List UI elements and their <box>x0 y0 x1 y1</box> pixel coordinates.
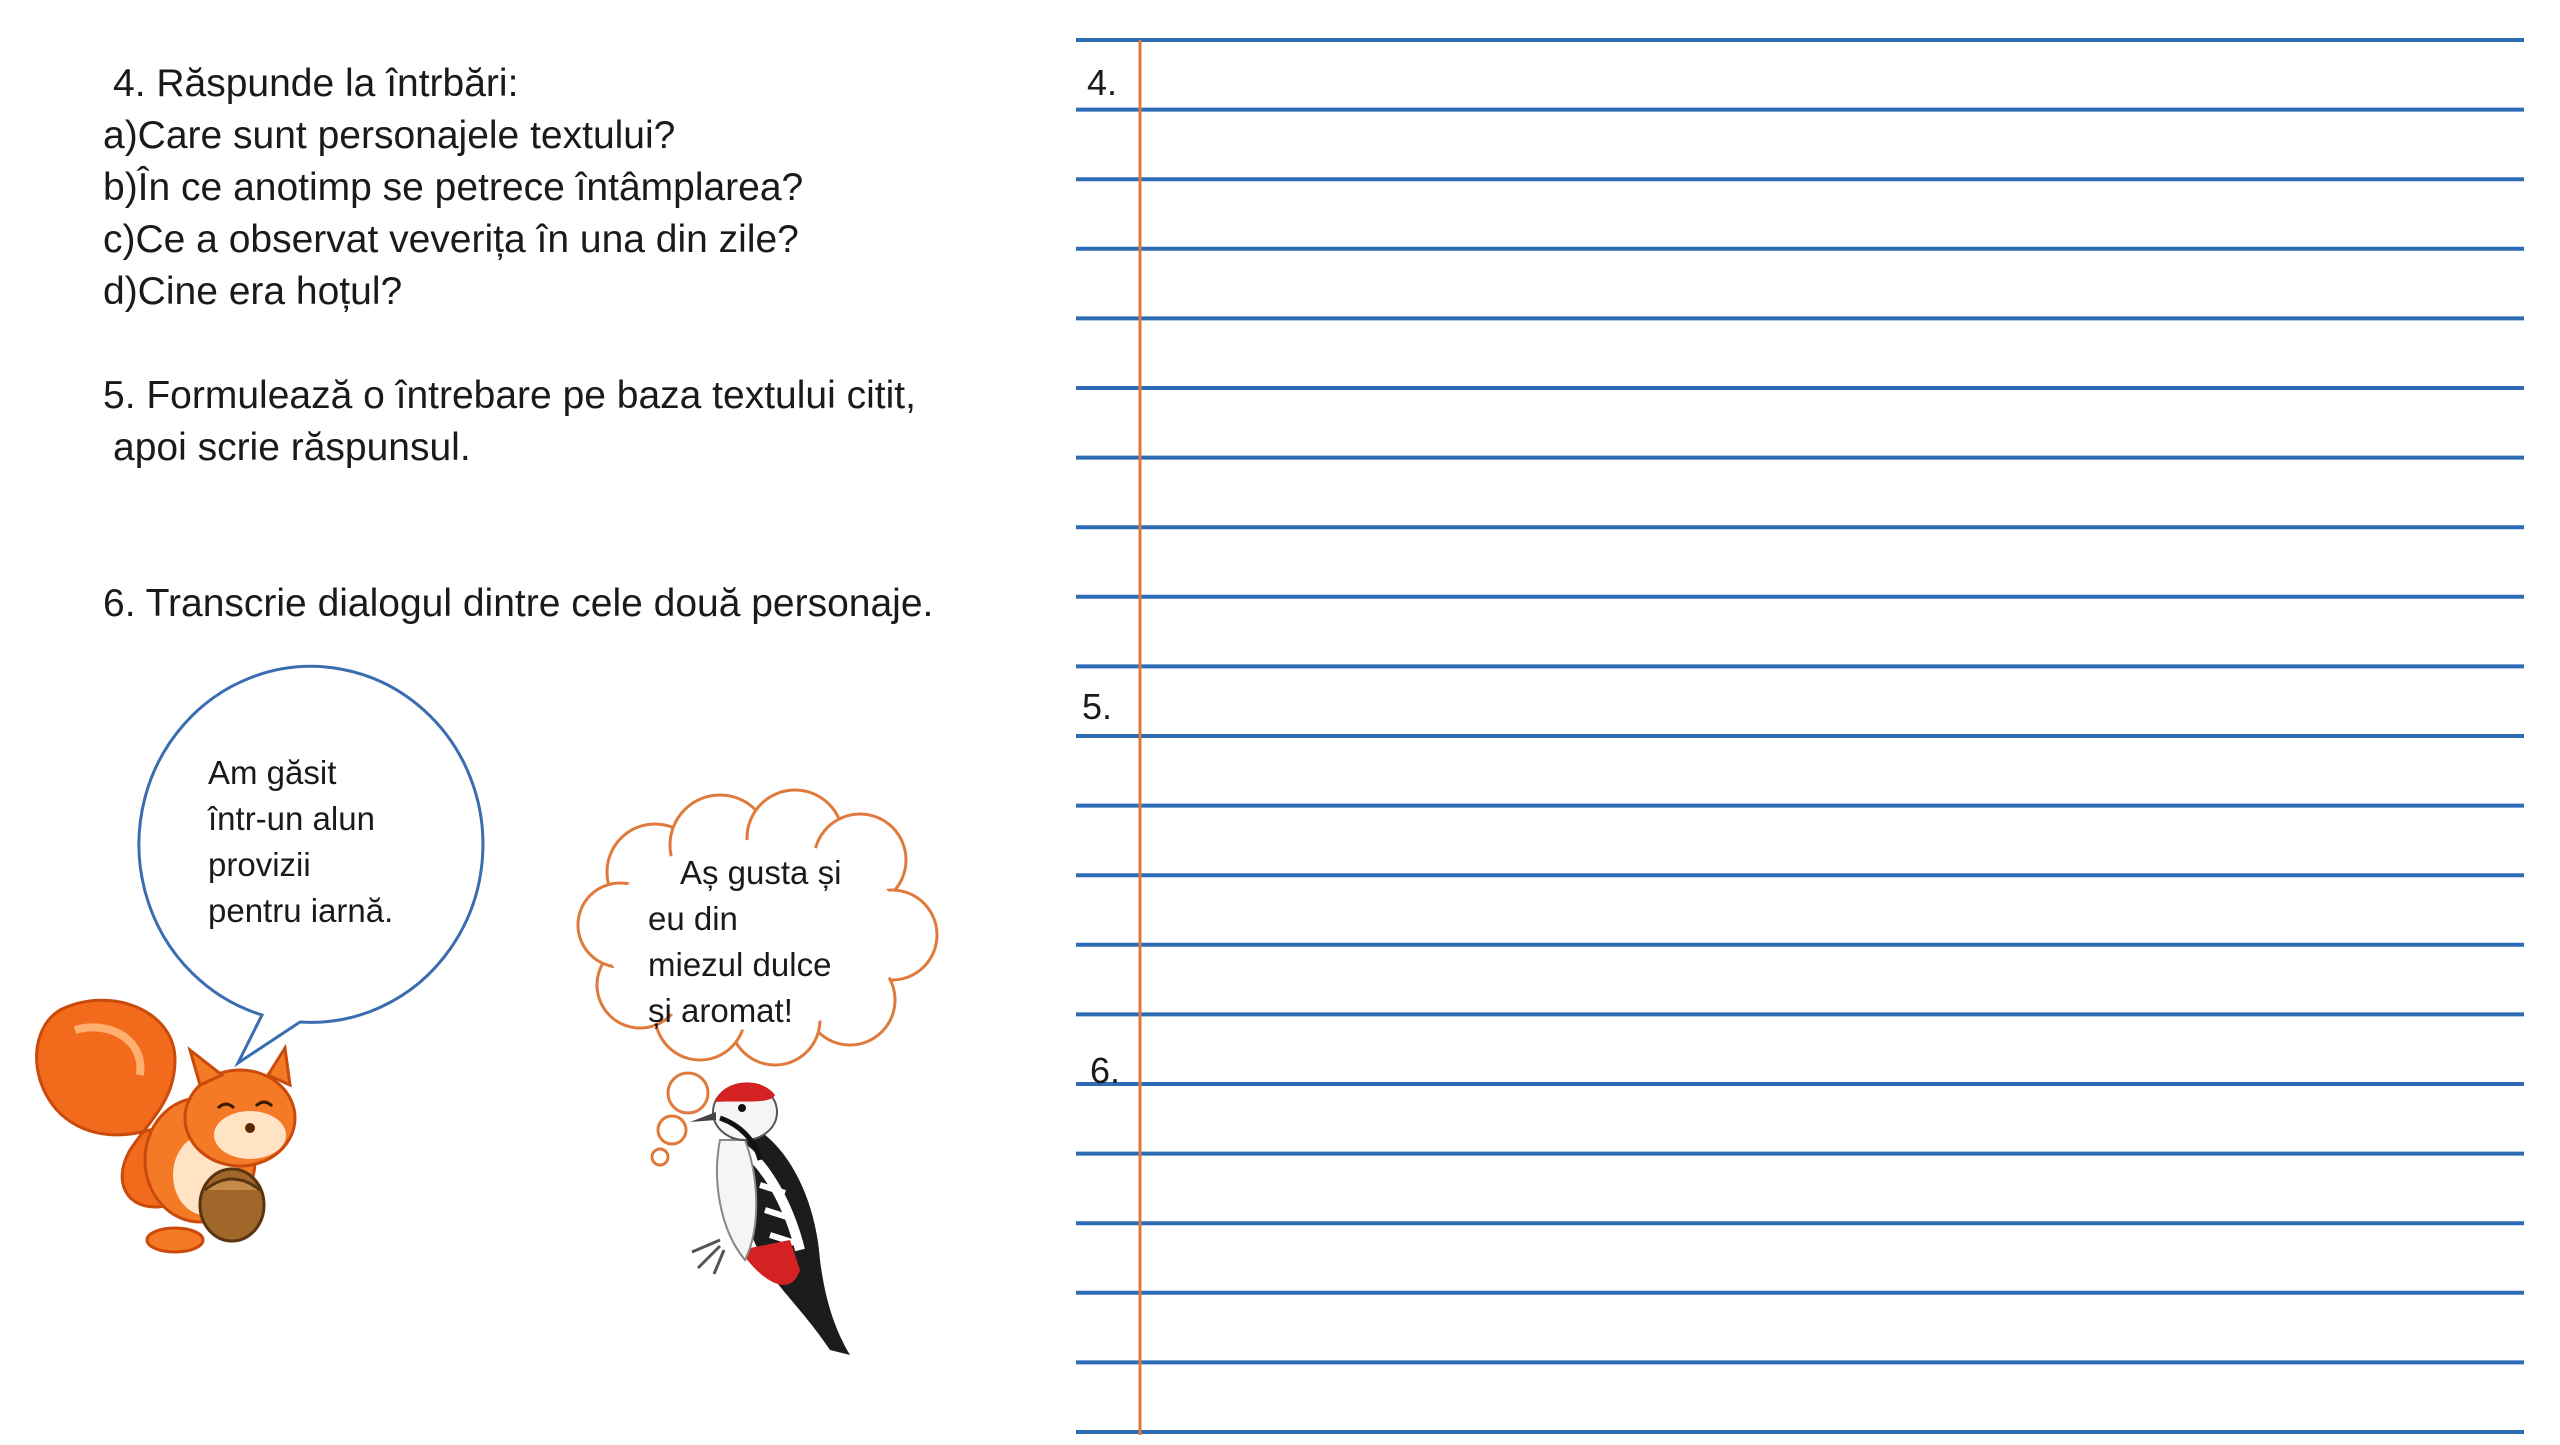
question-4d: d)Cine era hoțul? <box>103 270 403 313</box>
notebook-page <box>1076 0 2526 1440</box>
notebook-lines <box>1076 0 2526 1440</box>
woodpecker-bubble-line: miezul dulce <box>648 946 832 983</box>
woodpecker-icon <box>690 1082 850 1355</box>
squirrel-bubble-line: Am găsit <box>208 754 337 791</box>
answer-label-4: 4. <box>1087 62 1118 103</box>
answer-label-6: 6. <box>1090 1050 1121 1091</box>
woodpecker-bubble-line: Aș gusta și <box>680 854 842 891</box>
question-5-line2: apoi scrie răspunsul. <box>113 426 471 469</box>
answer-label-5: 5. <box>1082 686 1113 727</box>
question-6: 6. Transcrie dialogul dintre cele două personaje. <box>103 582 934 625</box>
question-4a: a)Care sunt personajele textului? <box>103 114 676 157</box>
squirrel-bubble-line: provizii <box>208 846 311 883</box>
squirrel-bubble-line: pentru iarnă. <box>208 892 394 929</box>
question-5-line1: 5. Formulează o întrebare pe baza textului citit, <box>103 374 916 417</box>
question-4-title: 4. Răspunde la întrbări: <box>113 62 519 105</box>
woodpecker-bubble-text <box>648 850 841 1034</box>
squirrel-bubble-line: într-un alun <box>208 800 375 837</box>
woodpecker-bubble-line: și aromat! <box>648 992 793 1029</box>
question-4c: c)Ce a observat veverița în una din zile? <box>103 218 799 261</box>
illustration-scene <box>0 0 1060 1440</box>
question-4b: b)În ce anotimp se petrece întâmplarea? <box>103 166 804 209</box>
squirrel-bubble-text <box>208 750 393 934</box>
woodpecker-bubble-line: eu din <box>648 900 738 937</box>
